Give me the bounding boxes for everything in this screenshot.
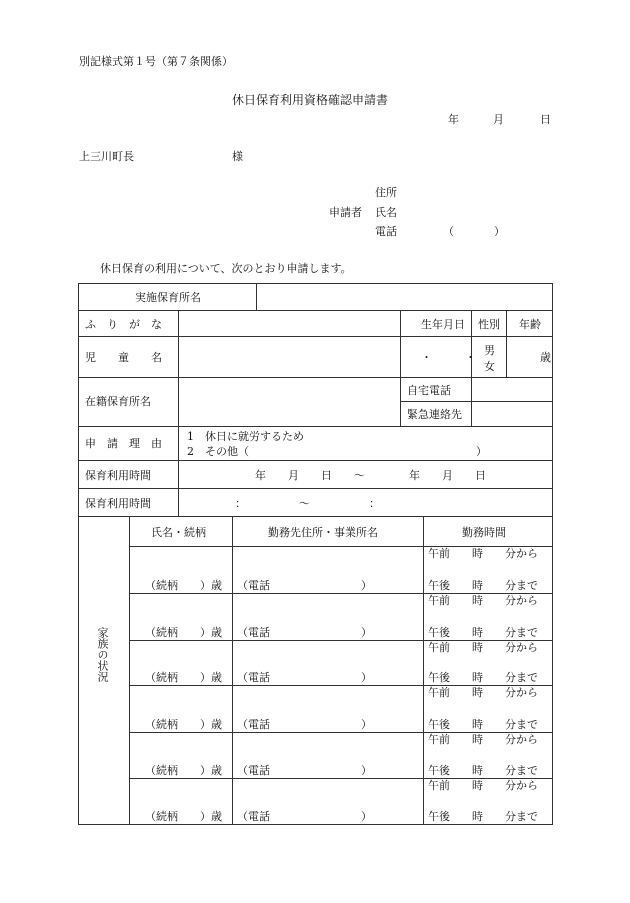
family-work-input[interactable] (233, 594, 424, 641)
pm-text: 午後 時 分まで (428, 579, 538, 592)
pm-text: 午後 時 分まで (428, 810, 538, 823)
relation-text: （続柄 ）歳 (145, 579, 222, 592)
reason-2-close: ） (476, 445, 487, 458)
family-name-input[interactable] (130, 547, 233, 594)
phone-close: ） (361, 626, 372, 639)
enrolled-label: 在籍保育所名 (85, 395, 151, 408)
applicant-phone-paren-open: （ (443, 225, 454, 238)
family-col-name-cell (130, 517, 233, 547)
sex-label-cell (472, 311, 507, 337)
home-phone-input[interactable] (472, 378, 553, 402)
pm-text: 午後 時 分まで (428, 626, 538, 639)
honorific: 様 (232, 150, 243, 163)
relation-text: （続柄 ）歳 (145, 671, 222, 684)
hours-colon-2: ： (369, 497, 380, 510)
age-label-cell (507, 311, 553, 337)
family-work-input[interactable] (233, 641, 424, 686)
family-label: 家族の状況 (96, 627, 109, 682)
hours-label-cell (79, 489, 179, 517)
am-text: 午前 時 分から (428, 779, 538, 792)
sex-choice[interactable] (472, 337, 507, 378)
facility-input[interactable] (257, 284, 553, 311)
date-year: 年 (448, 113, 459, 126)
am-text: 午前 時 分から (428, 547, 538, 560)
applicant-address-label: 住所 (375, 186, 397, 199)
family-row (79, 779, 553, 825)
hours-tilde: ～ (299, 497, 310, 510)
facility-label-cell (79, 284, 257, 311)
phone-close: ） (361, 718, 372, 731)
birth-label-cell (401, 311, 472, 337)
child-name-label-cell (79, 337, 179, 378)
pm-text: 午後 時 分まで (428, 718, 538, 731)
family-hours-input[interactable] (424, 594, 553, 641)
addressee: 上三川町長 (79, 150, 134, 163)
family-name-input[interactable] (130, 641, 233, 686)
home-phone-label: 自宅電話 (407, 384, 451, 397)
applicant-name-label: 氏名 (375, 206, 397, 219)
page-title: 休日保育利用資格確認申請書 (232, 93, 389, 107)
family-col-work: 勤務先住所・事業所名 (268, 526, 378, 539)
home-phone-label-cell (401, 378, 472, 402)
family-row (79, 547, 553, 594)
applicant-phone-paren-close: ） (494, 225, 505, 238)
period-label: 保育利用時間 (85, 469, 151, 482)
period-value: 年 月 日 ～ 年 月 日 (255, 469, 486, 482)
hours-colon-1: ： (235, 497, 246, 510)
hours-input[interactable] (179, 489, 553, 517)
facility-label: 実施保育所名 (135, 291, 201, 304)
birth-input[interactable] (401, 337, 476, 378)
hours-label: 保育利用時間 (85, 497, 151, 510)
applicant-role-label: 申請者 (329, 206, 362, 219)
family-col-hours-cell (424, 517, 553, 547)
phone-close: ） (361, 579, 372, 592)
family-row (79, 733, 553, 779)
sex-male: 男 (484, 344, 495, 357)
family-work-input[interactable] (233, 733, 424, 779)
family-row (79, 641, 553, 686)
enrolled-label-cell (79, 378, 179, 427)
family-label-cell (79, 517, 130, 825)
age-input[interactable] (507, 337, 553, 378)
relation-text: （続柄 ）歳 (145, 718, 222, 731)
family-hours-input[interactable] (424, 641, 553, 686)
period-input[interactable] (179, 461, 553, 489)
family-work-input[interactable] (233, 686, 424, 733)
pm-text: 午後 時 分まで (428, 764, 538, 777)
am-text: 午前 時 分から (428, 594, 538, 607)
application-form-table (78, 283, 553, 825)
phone-close: ） (361, 764, 372, 777)
am-text: 午前 時 分から (428, 641, 538, 654)
enrolled-input[interactable] (179, 378, 401, 427)
family-work-input[interactable] (233, 779, 424, 825)
reason-1: 1 休日に就労するため (187, 430, 304, 443)
reason-label: 申 請 理 由 (85, 437, 162, 450)
intro-text: 休日保育の利用について、次のとおり申請します。 (100, 262, 352, 275)
age-label: 年齢 (519, 318, 541, 331)
family-row (79, 686, 553, 733)
reason-2: 2 その他（ (187, 445, 249, 458)
family-name-input[interactable] (130, 733, 233, 779)
family-hours-input[interactable] (424, 547, 553, 594)
phone-text: （電話 (237, 671, 270, 684)
applicant-phone-label: 電話 (375, 225, 397, 238)
phone-text: （電話 (237, 626, 270, 639)
family-hours-input[interactable] (424, 686, 553, 733)
phone-text: （電話 (237, 579, 270, 592)
family-row (79, 594, 553, 641)
phone-close: ） (361, 810, 372, 823)
date-month: 月 (493, 113, 504, 126)
emergency-input[interactable] (472, 402, 553, 427)
reason-input[interactable] (179, 427, 553, 461)
child-name-input[interactable] (179, 337, 401, 378)
birth-dots: ・ ・ (421, 351, 476, 364)
furigana-label-cell (79, 311, 179, 337)
family-hours-input[interactable] (424, 733, 553, 779)
furigana-input[interactable] (179, 311, 401, 337)
date-day: 日 (540, 113, 551, 126)
am-text: 午前 時 分から (428, 686, 538, 699)
sex-label: 性別 (478, 318, 500, 331)
relation-text: （続柄 ）歳 (145, 810, 222, 823)
family-hours-input[interactable] (424, 779, 553, 825)
phone-close: ） (361, 671, 372, 684)
phone-text: （電話 (237, 764, 270, 777)
family-name-input[interactable] (130, 594, 233, 641)
family-work-input[interactable] (233, 547, 424, 594)
sex-female: 女 (484, 360, 495, 373)
family-col-work-cell (233, 517, 424, 547)
phone-text: （電話 (237, 810, 270, 823)
relation-text: （続柄 ）歳 (145, 626, 222, 639)
phone-text: （電話 (237, 718, 270, 731)
child-name-label: 児 童 名 (85, 351, 162, 364)
age-unit: 歳 (540, 351, 551, 364)
family-col-hours: 勤務時間 (462, 526, 506, 539)
family-col-name: 氏名・続柄 (151, 526, 206, 539)
family-name-input[interactable] (130, 779, 233, 825)
relation-text: （続柄 ）歳 (145, 764, 222, 777)
furigana-label: ふ り が な (85, 318, 162, 331)
form-number: 別記様式第１号（第７条関係） (79, 55, 233, 68)
emergency-label: 緊急連絡先 (407, 408, 462, 421)
period-label-cell (79, 461, 179, 489)
emergency-label-cell (401, 402, 472, 427)
reason-label-cell (79, 427, 179, 461)
family-name-input[interactable] (130, 686, 233, 733)
birth-label: 生年月日 (421, 318, 465, 331)
pm-text: 午後 時 分まで (428, 671, 538, 684)
am-text: 午前 時 分から (428, 733, 538, 746)
